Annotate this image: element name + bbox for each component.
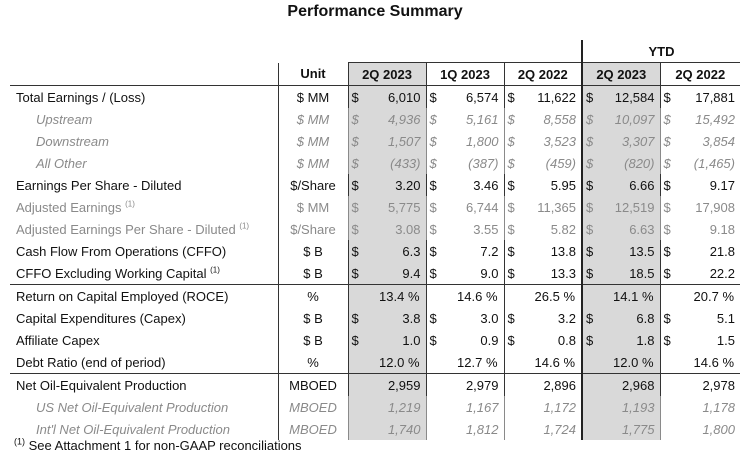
value-cell: 18.5 bbox=[596, 262, 660, 285]
dollar-sign: $ bbox=[348, 174, 362, 196]
page-title: Performance Summary bbox=[287, 3, 463, 20]
footnote-ref: (1) bbox=[125, 199, 135, 209]
value-cell bbox=[504, 285, 582, 308]
dollar-sign: $ bbox=[504, 108, 518, 130]
row-label bbox=[10, 285, 278, 308]
dollar-sign: $ bbox=[504, 174, 518, 196]
value-cell: 1,178 bbox=[660, 396, 740, 418]
value-cell: 6,574 bbox=[440, 86, 504, 109]
value-cell: 1,812 bbox=[426, 418, 504, 440]
value-cell: (1,465) bbox=[693, 155, 735, 171]
value-cell: 1,219 bbox=[348, 396, 426, 418]
table-row bbox=[10, 152, 740, 174]
row-label-text: Return on Capital Employed (ROCE) bbox=[16, 288, 229, 304]
value-cell: 2,968 bbox=[582, 374, 660, 397]
value-cell: 9.0 bbox=[480, 265, 499, 281]
value-cell: 9.4 bbox=[362, 262, 426, 285]
dollar-sign: $ bbox=[348, 262, 362, 285]
footnote bbox=[14, 438, 302, 453]
ytd-header-row bbox=[10, 40, 740, 63]
dollar-sign: $ bbox=[426, 152, 440, 174]
dollar-sign: $ bbox=[426, 86, 440, 109]
percent-value: 13.4 bbox=[379, 288, 405, 304]
value-cell: 2,896 bbox=[504, 374, 582, 397]
value-cell bbox=[660, 285, 740, 308]
percent-sign: % bbox=[641, 288, 654, 304]
value-cell bbox=[660, 351, 740, 374]
value-cell: 0.9 bbox=[480, 332, 499, 348]
value-cell: 5,775 bbox=[362, 196, 426, 218]
value-cell: 10,097 bbox=[596, 108, 660, 130]
percent-value: 26.5 bbox=[534, 288, 560, 304]
row-label-text: Cash Flow From Operations (CFFO) bbox=[16, 243, 227, 259]
value-cell: 6.66 bbox=[596, 174, 660, 196]
footnote-ref: (1) bbox=[239, 221, 250, 231]
percent-sign: % bbox=[722, 354, 734, 370]
period-header: 1Q 2023 bbox=[426, 63, 504, 86]
value-cell: 3.0 bbox=[480, 310, 499, 326]
unit-cell: MBOED bbox=[278, 418, 348, 440]
dollar-sign: $ bbox=[348, 307, 362, 329]
dollar-sign: $ bbox=[426, 262, 440, 285]
value-cell: 2,979 bbox=[426, 374, 504, 397]
row-label bbox=[10, 307, 278, 329]
dollar-sign: $ bbox=[582, 196, 596, 218]
value-cell bbox=[582, 285, 660, 308]
dollar-sign: $ bbox=[504, 262, 518, 285]
row-label-text: Adjusted Earnings Per Share - Diluted bbox=[16, 221, 236, 237]
value-cell: 1,775 bbox=[582, 418, 660, 440]
value-cell: 3.55 bbox=[473, 221, 499, 237]
percent-sign: % bbox=[563, 288, 575, 304]
row-label-text: Total Earnings / (Loss) bbox=[16, 89, 146, 105]
value-cell: 5.1 bbox=[716, 310, 735, 326]
value-cell bbox=[426, 285, 504, 308]
row-label-text: Int'l Net Oil-Equivalent Production bbox=[36, 421, 230, 437]
dollar-sign: $ bbox=[660, 174, 674, 196]
value-cell: 4,936 bbox=[362, 108, 426, 130]
percent-sign: % bbox=[407, 288, 420, 304]
value-cell bbox=[348, 351, 426, 374]
dollar-sign: $ bbox=[582, 108, 596, 130]
dollar-sign: $ bbox=[582, 152, 596, 174]
dollar-sign: $ bbox=[582, 174, 596, 196]
dollar-sign: $ bbox=[582, 86, 596, 109]
value-cell: 11,622 bbox=[518, 86, 582, 109]
unit-cell: $ B bbox=[278, 329, 348, 351]
percent-sign: % bbox=[407, 354, 420, 370]
column-header-row bbox=[10, 63, 740, 86]
row-label-text: Earnings Per Share - Diluted bbox=[16, 177, 182, 193]
value-cell: (459) bbox=[545, 155, 576, 171]
dollar-sign: $ bbox=[504, 218, 518, 240]
dollar-sign: $ bbox=[660, 307, 674, 329]
percent-sign: % bbox=[563, 354, 575, 370]
table-row bbox=[10, 218, 740, 240]
row-label bbox=[10, 86, 278, 109]
row-label bbox=[10, 196, 278, 218]
row-label-text: Upstream bbox=[36, 111, 93, 127]
unit-cell: $ MM bbox=[278, 130, 348, 152]
dollar-sign: $ bbox=[660, 86, 674, 109]
value-cell: (820) bbox=[596, 152, 660, 174]
percent-value: 14.6 bbox=[457, 288, 483, 304]
value-cell: 1,724 bbox=[504, 418, 582, 440]
dollar-sign: $ bbox=[660, 108, 674, 130]
value-cell: 5,161 bbox=[465, 111, 499, 127]
value-cell: 6.8 bbox=[596, 307, 660, 329]
footnote-marker: (1) bbox=[14, 436, 25, 447]
dollar-sign: $ bbox=[660, 240, 674, 262]
dollar-sign: $ bbox=[582, 240, 596, 262]
value-cell bbox=[348, 285, 426, 308]
unit-cell: $ B bbox=[278, 262, 348, 285]
value-cell: 3,523 bbox=[543, 133, 576, 149]
unit-cell: $/Share bbox=[278, 174, 348, 196]
table-body bbox=[10, 40, 740, 440]
row-label-text: CFFO Excluding Working Capital bbox=[16, 265, 207, 281]
percent-value: 12.0 bbox=[379, 354, 405, 370]
footnote-ref: (1) bbox=[210, 265, 220, 275]
unit-cell: % bbox=[278, 285, 348, 308]
value-cell: 1.5 bbox=[716, 332, 735, 348]
header-spacer bbox=[10, 63, 278, 86]
value-cell: 7.2 bbox=[480, 243, 499, 259]
dollar-sign: $ bbox=[660, 152, 674, 174]
table-row bbox=[10, 374, 740, 397]
value-cell bbox=[582, 351, 660, 374]
value-cell: 6,744 bbox=[465, 199, 499, 215]
value-cell: 1.0 bbox=[362, 329, 426, 351]
value-cell: 3.8 bbox=[362, 307, 426, 329]
unit-cell: $ MM bbox=[278, 152, 348, 174]
unit-cell: % bbox=[278, 351, 348, 374]
dollar-sign: $ bbox=[426, 307, 440, 329]
dollar-sign: $ bbox=[582, 218, 596, 240]
value-cell: 1,800 bbox=[465, 133, 499, 149]
footnote-text: See Attachment 1 for non-GAAP reconciliations bbox=[28, 438, 302, 453]
spacer-cell bbox=[10, 40, 582, 63]
dollar-sign: $ bbox=[348, 218, 362, 240]
dollar-sign: $ bbox=[348, 108, 362, 130]
dollar-sign: $ bbox=[504, 329, 518, 351]
value-cell: 3.46 bbox=[473, 177, 499, 193]
value-cell: 3,854 bbox=[702, 133, 735, 149]
dollar-sign: $ bbox=[426, 108, 440, 130]
unit-cell: $ B bbox=[278, 307, 348, 329]
dollar-sign: $ bbox=[582, 262, 596, 285]
period-header: 2Q 2023 bbox=[348, 63, 426, 86]
value-cell: 1,193 bbox=[582, 396, 660, 418]
value-cell: 1,740 bbox=[348, 418, 426, 440]
value-cell: 13.8 bbox=[550, 243, 576, 259]
value-cell: 12,584 bbox=[596, 86, 660, 109]
value-cell: 8,558 bbox=[543, 111, 576, 127]
value-cell: 1,172 bbox=[504, 396, 582, 418]
dollar-sign: $ bbox=[504, 86, 518, 109]
row-label-text: Affiliate Capex bbox=[16, 332, 100, 348]
value-cell: 1,800 bbox=[660, 418, 740, 440]
table-row bbox=[10, 240, 740, 262]
percent-value: 14.6 bbox=[693, 354, 719, 370]
value-cell: (387) bbox=[468, 155, 499, 171]
percent-sign: % bbox=[485, 288, 498, 304]
table-row bbox=[10, 418, 740, 440]
table-row bbox=[10, 351, 740, 374]
percent-value: 14.6 bbox=[534, 354, 560, 370]
dollar-sign: $ bbox=[504, 307, 518, 329]
row-label bbox=[10, 218, 278, 240]
dollar-sign: $ bbox=[426, 218, 440, 240]
row-label-text: All Other bbox=[36, 155, 87, 171]
period-header: 2Q 2023 bbox=[582, 63, 660, 86]
value-cell: 6.3 bbox=[362, 240, 426, 262]
period-header: 2Q 2022 bbox=[660, 63, 740, 86]
unit-header: Unit bbox=[278, 63, 348, 86]
percent-sign: % bbox=[641, 354, 654, 370]
unit-cell: MBOED bbox=[278, 374, 348, 397]
dollar-sign: $ bbox=[504, 130, 518, 152]
value-cell: 0.8 bbox=[557, 332, 576, 348]
value-cell: 6.63 bbox=[596, 218, 660, 240]
value-cell: 3.2 bbox=[557, 310, 576, 326]
dollar-sign: $ bbox=[426, 329, 440, 351]
percent-value: 14.1 bbox=[613, 288, 639, 304]
row-label-text: Capital Expenditures (Capex) bbox=[16, 310, 186, 326]
value-cell: 21.8 bbox=[709, 243, 735, 259]
percent-value: 20.7 bbox=[693, 288, 719, 304]
period-header: 2Q 2022 bbox=[504, 63, 582, 86]
value-cell: 15,492 bbox=[695, 111, 735, 127]
row-label-text: Downstream bbox=[36, 133, 109, 149]
row-label bbox=[10, 240, 278, 262]
value-cell: 1,167 bbox=[426, 396, 504, 418]
value-cell: 9.18 bbox=[709, 221, 735, 237]
dollar-sign: $ bbox=[348, 152, 362, 174]
ytd-label: YTD bbox=[582, 40, 740, 63]
value-cell: 1,507 bbox=[362, 130, 426, 152]
table-row bbox=[10, 174, 740, 196]
value-cell: 5.95 bbox=[550, 177, 576, 193]
dollar-sign: $ bbox=[426, 174, 440, 196]
performance-table bbox=[10, 40, 740, 440]
value-cell: 13.3 bbox=[550, 265, 576, 281]
value-cell: 3.20 bbox=[362, 174, 426, 196]
value-cell: 17,908 bbox=[695, 199, 735, 215]
row-label-text: Adjusted Earnings bbox=[16, 199, 122, 215]
value-cell: 2,959 bbox=[348, 374, 426, 397]
unit-cell: $ B bbox=[278, 240, 348, 262]
dollar-sign: $ bbox=[660, 218, 674, 240]
table-row bbox=[10, 86, 740, 109]
value-cell: 12,519 bbox=[596, 196, 660, 218]
row-label bbox=[10, 374, 278, 397]
dollar-sign: $ bbox=[426, 240, 440, 262]
table-row bbox=[10, 307, 740, 329]
row-label bbox=[10, 418, 278, 440]
dollar-sign: $ bbox=[504, 152, 518, 174]
row-label bbox=[10, 262, 278, 285]
table-row bbox=[10, 329, 740, 351]
value-cell: 3,307 bbox=[596, 130, 660, 152]
dollar-sign: $ bbox=[582, 329, 596, 351]
row-label bbox=[10, 152, 278, 174]
value-cell: 1.8 bbox=[596, 329, 660, 351]
dollar-sign: $ bbox=[426, 130, 440, 152]
row-label-text: Net Oil-Equivalent Production bbox=[16, 377, 187, 393]
dollar-sign: $ bbox=[348, 86, 362, 109]
unit-cell: MBOED bbox=[278, 396, 348, 418]
percent-sign: % bbox=[722, 288, 734, 304]
value-cell: 17,881 bbox=[674, 86, 740, 109]
row-label bbox=[10, 130, 278, 152]
table-row bbox=[10, 396, 740, 418]
dollar-sign: $ bbox=[660, 329, 674, 351]
percent-sign: % bbox=[485, 354, 498, 370]
table-row bbox=[10, 285, 740, 308]
value-cell: 2,978 bbox=[660, 374, 740, 397]
dollar-sign: $ bbox=[660, 130, 674, 152]
row-label bbox=[10, 351, 278, 374]
table-row bbox=[10, 262, 740, 285]
row-label bbox=[10, 174, 278, 196]
dollar-sign: $ bbox=[426, 196, 440, 218]
dollar-sign: $ bbox=[660, 196, 674, 218]
row-label-text: Debt Ratio (end of period) bbox=[16, 354, 166, 370]
value-cell: 13.5 bbox=[596, 240, 660, 262]
unit-cell: $/Share bbox=[278, 218, 348, 240]
value-cell: 3.08 bbox=[362, 218, 426, 240]
value-cell bbox=[504, 351, 582, 374]
value-cell bbox=[426, 351, 504, 374]
value-cell: 5.82 bbox=[550, 221, 576, 237]
unit-cell: $ MM bbox=[278, 86, 348, 109]
dollar-sign: $ bbox=[660, 262, 674, 285]
dollar-sign: $ bbox=[504, 196, 518, 218]
percent-value: 12.0 bbox=[613, 354, 639, 370]
value-cell: (433) bbox=[362, 152, 426, 174]
value-cell: 9.17 bbox=[709, 177, 735, 193]
unit-cell: $ MM bbox=[278, 196, 348, 218]
value-cell: 11,365 bbox=[537, 199, 576, 215]
dollar-sign: $ bbox=[348, 130, 362, 152]
table-row bbox=[10, 196, 740, 218]
dollar-sign: $ bbox=[348, 240, 362, 262]
value-cell: 22.2 bbox=[709, 265, 735, 281]
unit-cell: $ MM bbox=[278, 108, 348, 130]
dollar-sign: $ bbox=[582, 307, 596, 329]
row-label bbox=[10, 329, 278, 351]
percent-value: 12.7 bbox=[457, 354, 483, 370]
row-label bbox=[10, 108, 278, 130]
table-row bbox=[10, 130, 740, 152]
table-row bbox=[10, 108, 740, 130]
value-cell: 6,010 bbox=[362, 86, 426, 109]
dollar-sign: $ bbox=[348, 196, 362, 218]
dollar-sign: $ bbox=[348, 329, 362, 351]
row-label-text: US Net Oil-Equivalent Production bbox=[36, 399, 229, 415]
dollar-sign: $ bbox=[582, 130, 596, 152]
dollar-sign: $ bbox=[504, 240, 518, 262]
row-label bbox=[10, 396, 278, 418]
